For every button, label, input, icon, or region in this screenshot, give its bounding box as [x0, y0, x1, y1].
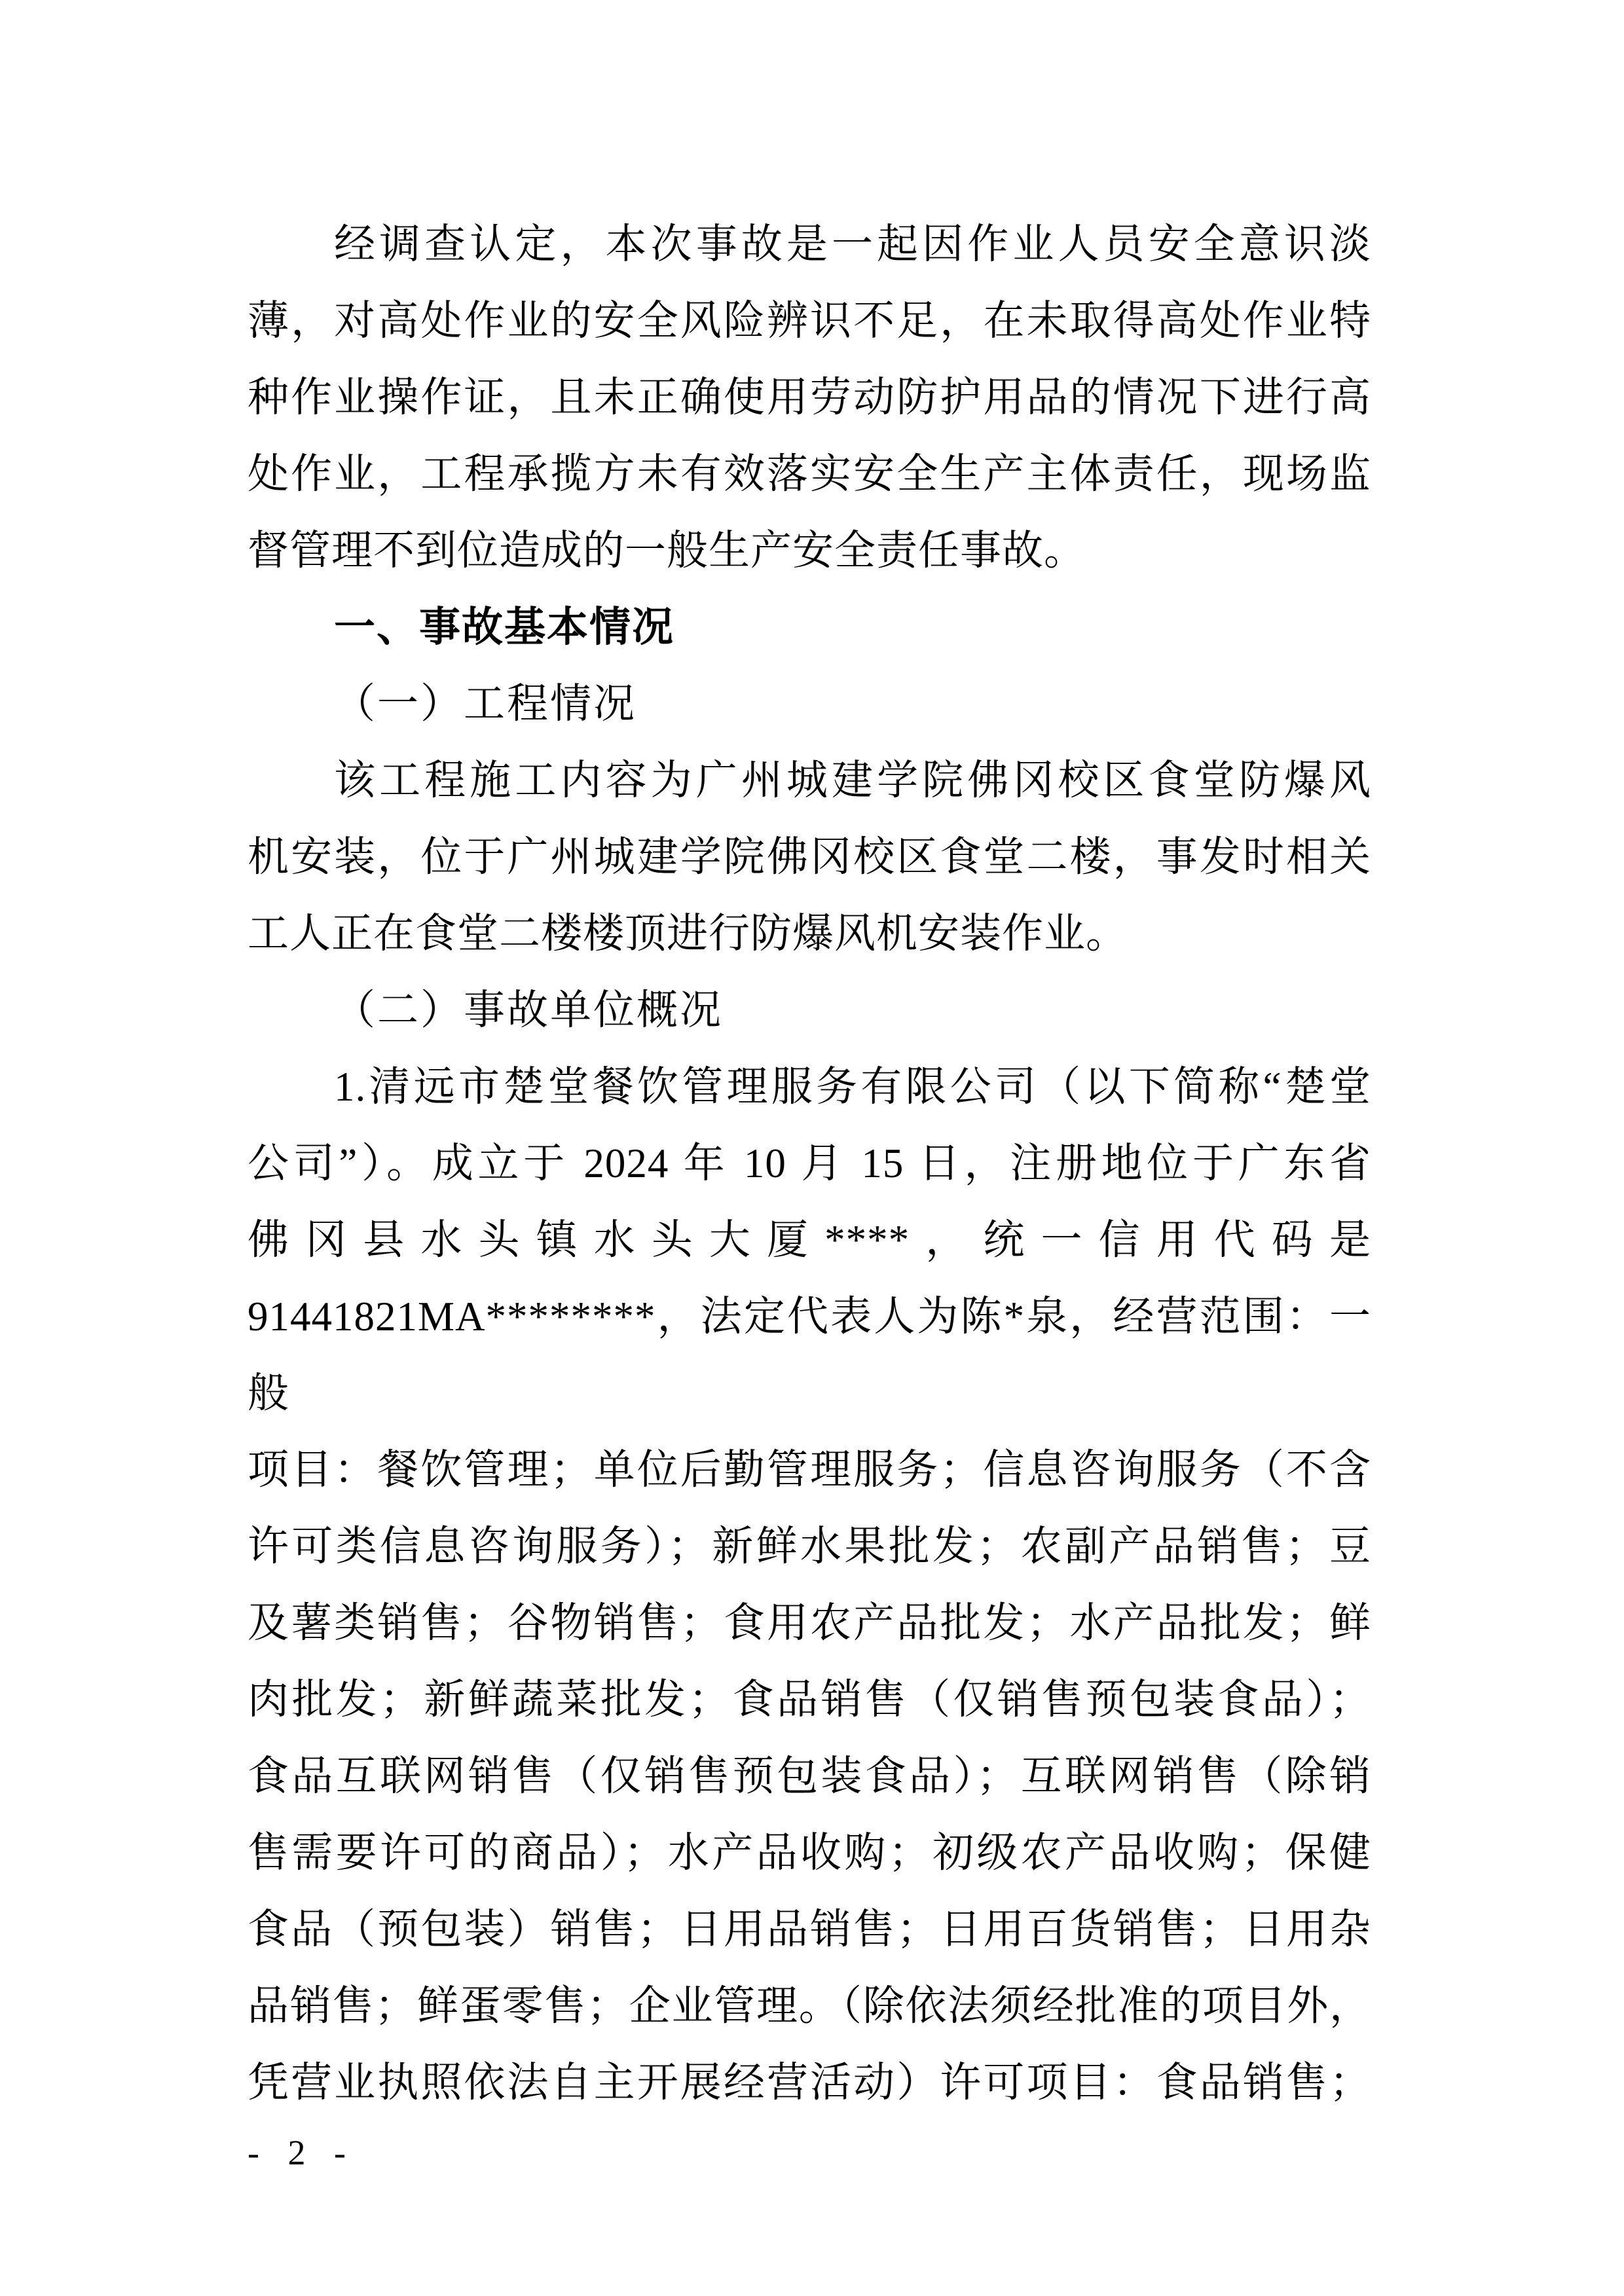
heading-line: （二）事故单位概况: [334, 987, 723, 1033]
page-footer: [248, 2133, 348, 2172]
text-line: 肉批发；新鲜蔬菜批发；食品销售（仅销售预包装食品）；: [248, 1677, 1371, 1722]
paragraph-company: [248, 1049, 1371, 2121]
text-line: 督管理不到位造成的一般生产安全责任事故。: [248, 528, 1086, 574]
document-content: [248, 206, 1371, 2121]
heading-accident-unit-overview: [248, 972, 1371, 1049]
text-line: 该工程施工内容为广州城建学院佛冈校区食堂防爆风: [334, 757, 1371, 803]
text-line: 工人正在食堂二楼楼顶进行防爆风机安装作业。: [248, 911, 1128, 957]
text-line: 机安装，位于广州城建学院佛冈校区食堂二楼，事发时相关: [248, 834, 1371, 880]
text-line: 1.清远市楚堂餐饮管理服务有限公司（以下简称“楚堂: [334, 1064, 1371, 1110]
text-line: 薄，对高处作业的安全风险辨识不足，在未取得高处作业特: [248, 298, 1371, 344]
text-line: 经调查认定，本次事故是一起因作业人员安全意识淡: [334, 221, 1371, 267]
heading-project-situation: [248, 666, 1371, 742]
heading-line: 一、事故基本情况: [334, 604, 674, 650]
text-line: 91441821MA********，法定代表人为陈*泉，经营范围：一般: [248, 1294, 1371, 1416]
text-line: 处作业，工程承揽方未有效落实安全生产主体责任，现场监: [248, 451, 1371, 497]
page-number: - 2 -: [248, 2133, 348, 2172]
heading-line: （一）工程情况: [334, 681, 637, 727]
text-line: 许可类信息咨询服务）；新鲜水果批发；农副产品销售；豆: [248, 1523, 1371, 1569]
paragraph-conclusion: [248, 206, 1371, 589]
text-line: 品销售；鲜蛋零售；企业管理。（除依法须经批准的项目外，: [248, 1983, 1371, 2029]
text-line: 售需要许可的商品）；水产品收购；初级农产品收购；保健: [248, 1830, 1371, 1876]
heading-accident-basic-info: [248, 589, 1371, 666]
text-line: 凭营业执照依法自主开展经营活动）许可项目：食品销售；: [248, 2060, 1371, 2105]
paragraph-project: [248, 742, 1371, 972]
text-line: 种作业操作证，且未正确使用劳动防护用品的情况下进行高: [248, 374, 1371, 420]
text-line: 项目：餐饮管理；单位后勤管理服务；信息咨询服务（不含: [248, 1447, 1371, 1493]
text-line: 食品（预包装）销售；日用品销售；日用百货销售；日用杂: [248, 1906, 1371, 1952]
text-line: 食品互联网销售（仅销售预包装食品）；互联网销售（除销: [248, 1753, 1371, 1799]
text-line: 公司”）。成立于 2024 年 10 月 15 日，注册地位于广东省: [248, 1140, 1371, 1186]
text-line: 佛冈县水头镇水头大厦****，统一信用代码是: [248, 1217, 1371, 1263]
text-line: 及薯类销售；谷物销售；食用农产品批发；水产品批发；鲜: [248, 1600, 1371, 1646]
